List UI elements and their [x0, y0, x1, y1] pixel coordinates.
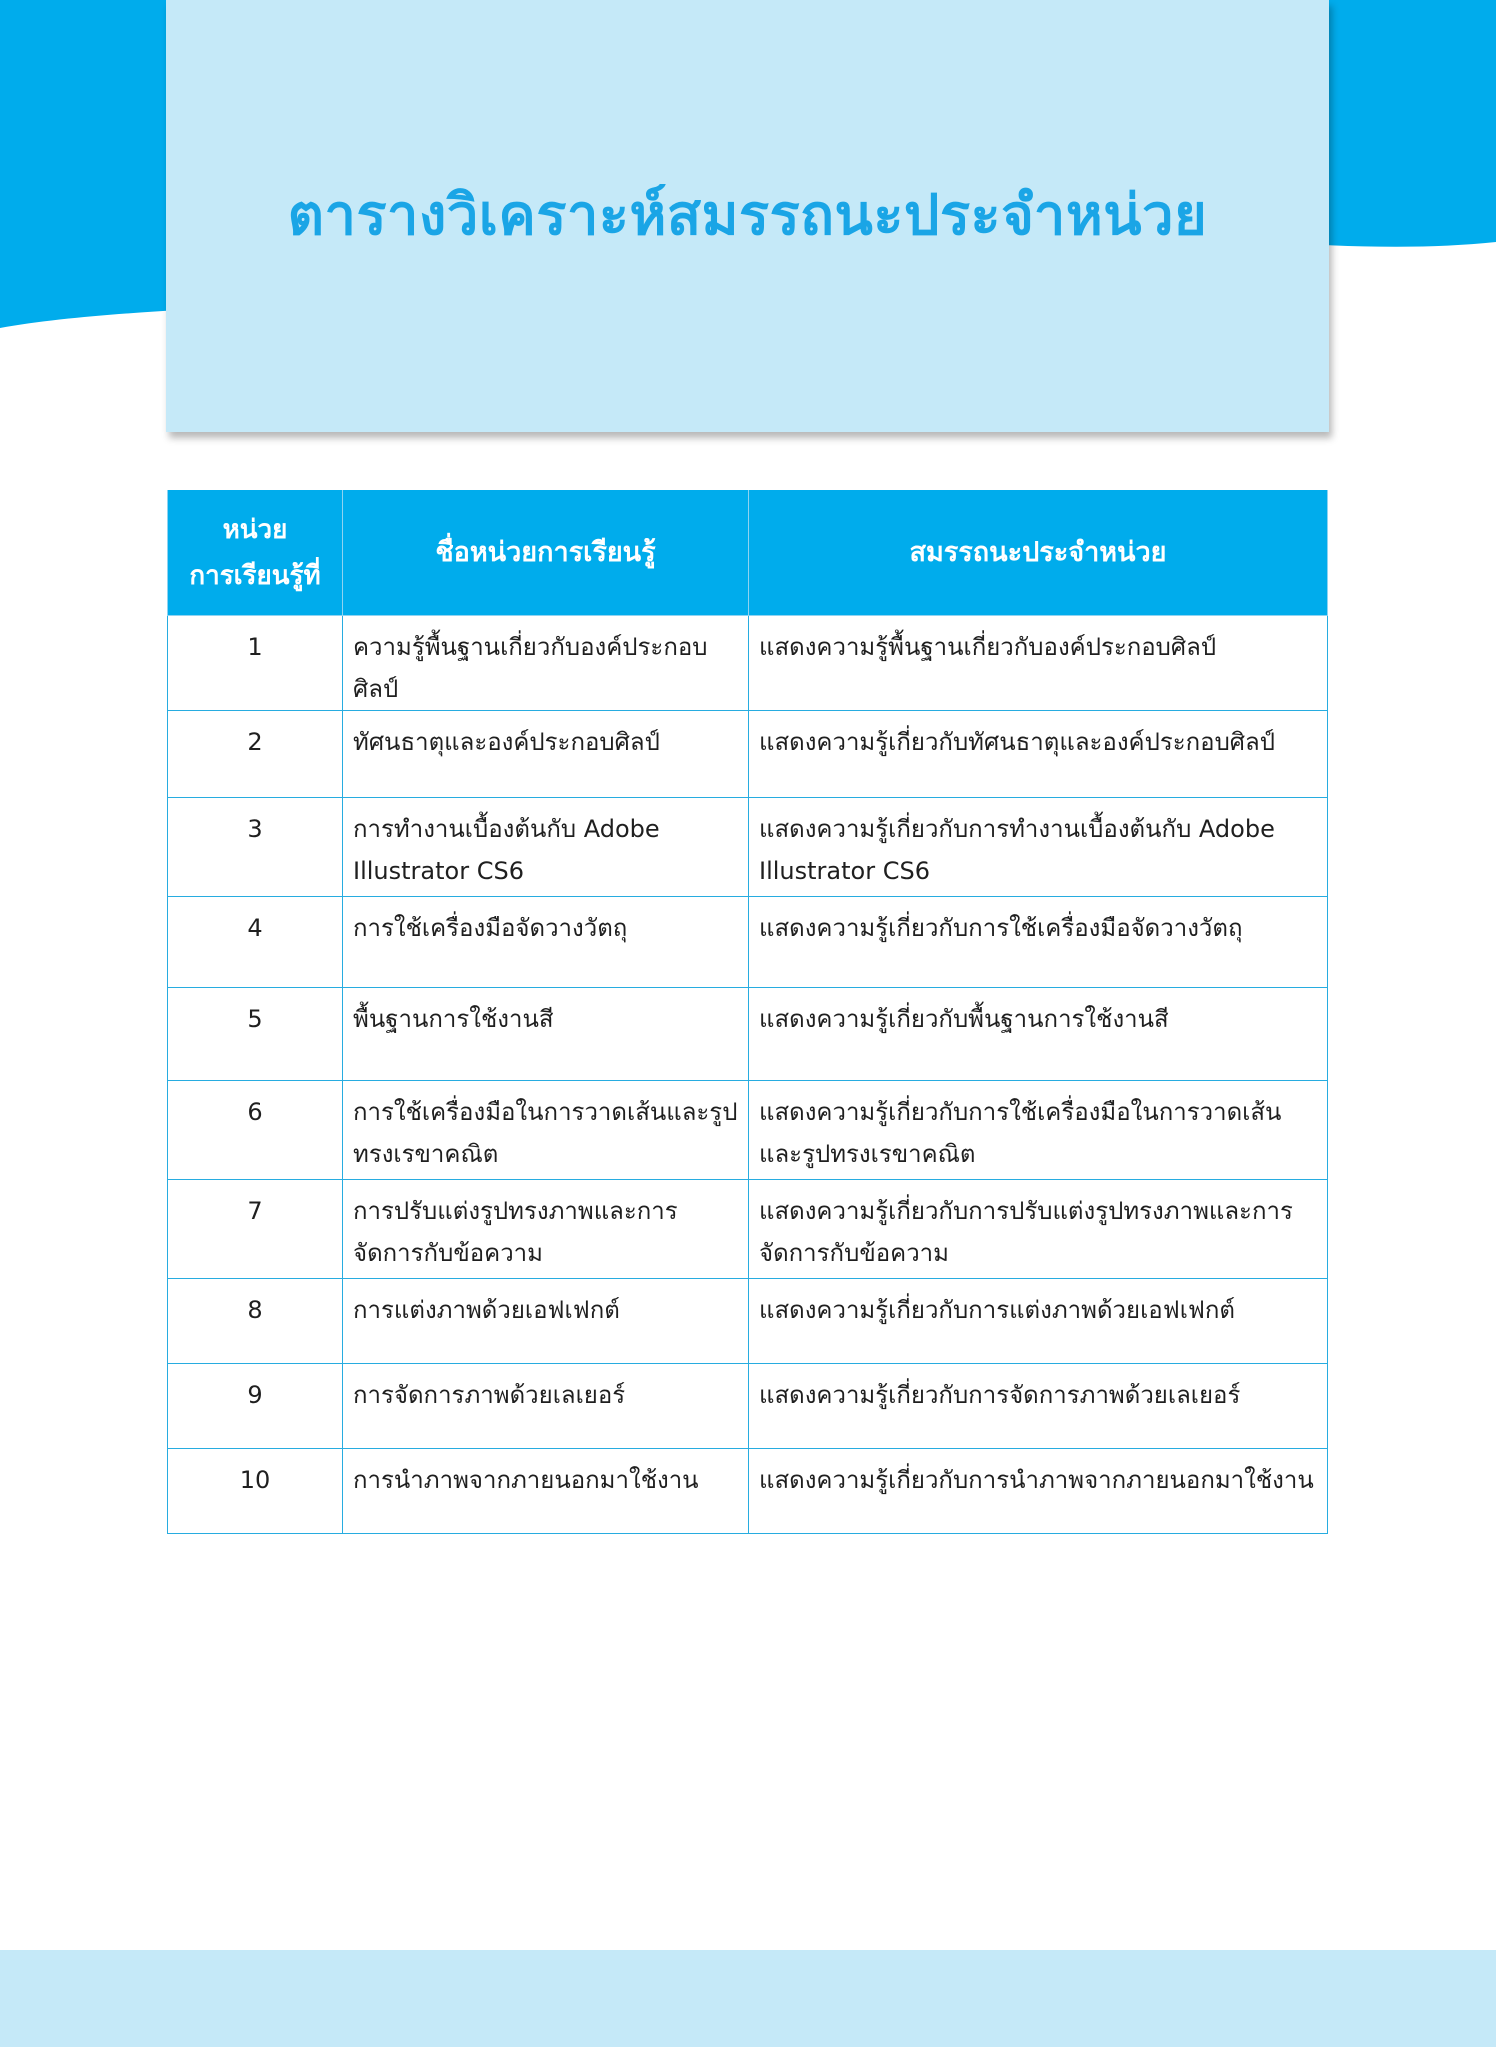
- table-header-row: [168, 490, 1328, 616]
- table-row: [168, 616, 1328, 711]
- table-row: [168, 897, 1328, 988]
- unit-number-cell: 4: [168, 897, 343, 988]
- table-row: [168, 1364, 1328, 1449]
- unit-number-cell: 8: [168, 1279, 343, 1364]
- competency-cell: แสดงความรู้เกี่ยวกับการใช้เครื่องมือจัดวางวัตถุ: [749, 897, 1328, 988]
- unit-number-cell: 9: [168, 1364, 343, 1449]
- competency-cell: แสดงความรู้เกี่ยวกับการใช้เครื่องมือในการวาดเส้นและรูปทรงเรขาคณิต: [749, 1081, 1328, 1180]
- unit-number-cell: 7: [168, 1180, 343, 1279]
- footer-band: [0, 1950, 1496, 2047]
- unit-number-cell: 5: [168, 988, 343, 1081]
- unit-name-cell: การปรับแต่งรูปทรงภาพและการจัดการกับข้อความ: [343, 1180, 749, 1279]
- unit-name-cell: พื้นฐานการใช้งานสี: [343, 988, 749, 1081]
- unit-number-cell: 3: [168, 798, 343, 897]
- column-header-unit-name: ชื่อหน่วยการเรียนรู้: [343, 490, 749, 616]
- page-title: ตารางวิเคราะห์สมรรถนะประจำหน่วย: [287, 182, 1208, 248]
- table-row: [168, 711, 1328, 798]
- competency-table: [167, 490, 1328, 1534]
- unit-name-cell: การจัดการภาพด้วยเลเยอร์: [343, 1364, 749, 1449]
- competency-cell: แสดงความรู้เกี่ยวกับการปรับแต่งรูปทรงภาพและการจัดการกับข้อความ: [749, 1180, 1328, 1279]
- competency-cell: แสดงความรู้เกี่ยวกับการนำภาพจากภายนอกมาใช้งาน: [749, 1449, 1328, 1534]
- unit-name-cell: ทัศนธาตุและองค์ประกอบศิลป์: [343, 711, 749, 798]
- column-header-unit-line1: หน่วย: [222, 514, 288, 545]
- unit-name-cell: ความรู้พื้นฐานเกี่ยวกับองค์ประกอบศิลป์: [343, 616, 749, 711]
- unit-name-cell: การทำงานเบื้องต้นกับ Adobe Illustrator CS6: [343, 798, 749, 897]
- table-row: [168, 1449, 1328, 1534]
- competency-cell: แสดงความรู้เกี่ยวกับการจัดการภาพด้วยเลเยอร์: [749, 1364, 1328, 1449]
- unit-number-cell: 6: [168, 1081, 343, 1180]
- competency-table-container: [167, 490, 1327, 1534]
- unit-name-cell: การนำภาพจากภายนอกมาใช้งาน: [343, 1449, 749, 1534]
- unit-name-cell: การใช้เครื่องมือจัดวางวัตถุ: [343, 897, 749, 988]
- competency-cell: แสดงความรู้เกี่ยวกับพื้นฐานการใช้งานสี: [749, 988, 1328, 1081]
- competency-cell: แสดงความรู้เกี่ยวกับทัศนธาตุและองค์ประกอบศิลป์: [749, 711, 1328, 798]
- column-header-unit-number: [168, 490, 343, 616]
- unit-number-cell: 1: [168, 616, 343, 711]
- column-header-unit-line2: การเรียนรู้ที่: [189, 560, 321, 591]
- table-row: [168, 1180, 1328, 1279]
- unit-number-cell: 2: [168, 711, 343, 798]
- table-row: [168, 988, 1328, 1081]
- table-row: [168, 798, 1328, 897]
- column-header-competency: สมรรถนะประจำหน่วย: [749, 490, 1328, 616]
- unit-name-cell: การแต่งภาพด้วยเอฟเฟกต์: [343, 1279, 749, 1364]
- competency-cell: แสดงความรู้เกี่ยวกับการแต่งภาพด้วยเอฟเฟกต์: [749, 1279, 1328, 1364]
- title-panel: [166, 0, 1329, 432]
- table-row: [168, 1279, 1328, 1364]
- unit-name-cell: การใช้เครื่องมือในการวาดเส้นและรูปทรงเรขาคณิต: [343, 1081, 749, 1180]
- unit-number-cell: 10: [168, 1449, 343, 1534]
- table-row: [168, 1081, 1328, 1180]
- competency-cell: แสดงความรู้เกี่ยวกับการทำงานเบื้องต้นกับ Adobe Illustrator CS6: [749, 798, 1328, 897]
- competency-cell: แสดงความรู้พื้นฐานเกี่ยวกับองค์ประกอบศิลป์: [749, 616, 1328, 711]
